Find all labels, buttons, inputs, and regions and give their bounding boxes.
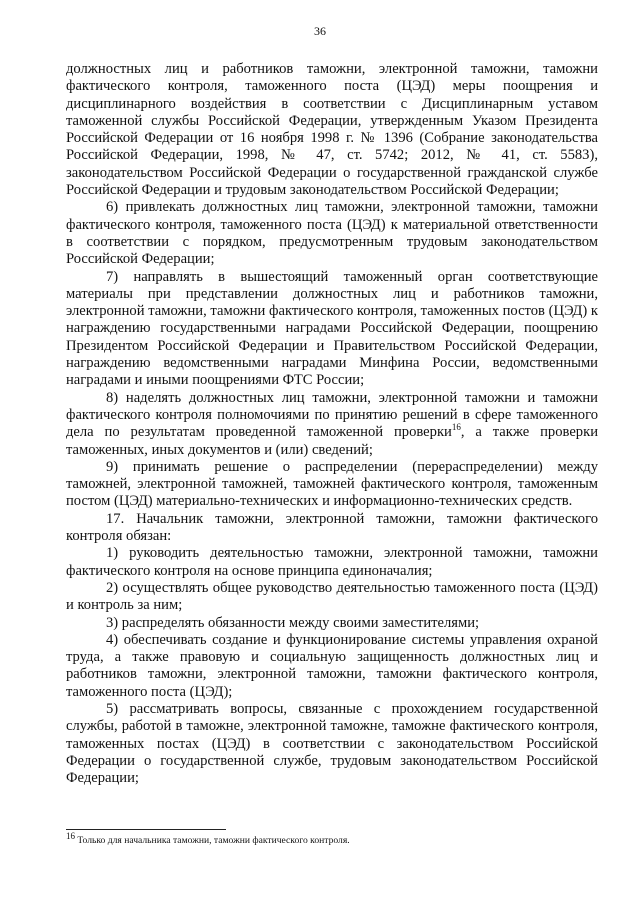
- paragraph-item-9: 9) принимать решение о распределении (перераспределении) между таможней, электронной таможней, таможней фактического контроля, таможенным постом (ЦЭД) материально-технических и информационно-технических средств.: [66, 458, 598, 510]
- paragraph-item-7: 7) направлять в вышестоящий таможенный орган соответствующие материалы при представлении должностных лиц и работников таможни, электронной таможни, таможни фактического контроля, таможенных постов (ЦЭД) к награждению государственными наградами Российской Федерации, поощрению Президентом Российской Федерации и Правительством Российской Федерации, награждению ведомственными наградами Минфина России, ведомственными наградами и иными поощрениями ФТС России;: [66, 268, 598, 389]
- paragraph-duty-4: 4) обеспечивать создание и функционирование системы управления охраной труда, а также правовую и социальную защищенность должностных лиц и работников таможни, электронной таможни, таможни фактического контроля, таможенного поста (ЦЭД);: [66, 631, 598, 700]
- paragraph-continuation: должностных лиц и работников таможни, электронной таможни, таможни фактического контроля, таможенного поста (ЦЭД) меры поощрения и дисциплинарного воздействия в соответствии с Дисциплинарным уставом таможенной службы Российской Федерации, утвержденным Указом Президента Российской Федерации от 16 ноября 1998 г. № 1396 (Собрание законодательства Российской Федерации, 1998, № 47, ст. 5742; 2012, № 41, ст. 5583), законодательством Российской Федерации о государственной гражданской службе Российской Федерации и трудовым законодательством Российской Федерации;: [66, 61, 598, 199]
- paragraph-duty-3: 3) распределять обязанности между своими заместителями;: [106, 614, 480, 631]
- paragraph-duty-2: 2) осуществлять общее руководство деятельностью таможенного поста (ЦЭД) и контроль за ним;: [66, 579, 598, 614]
- paragraph-section-17: 17. Начальник таможни, электронной таможни, таможни фактического контроля обязан:: [66, 510, 598, 545]
- paragraph-item-8-text: 8) наделять должностных лиц таможни, электронной таможни и таможни фактического контроля полномочиями по принятию решений в сфере таможенного дела по результатам проведенной таможенной проверки: [66, 389, 598, 441]
- footnote-separator: [66, 829, 226, 830]
- page-number: 36: [314, 24, 326, 38]
- document-body: [66, 61, 598, 787]
- paragraph-item-8-tail: , а также проверки таможенных, иных документов и (или) сведений;: [66, 424, 599, 458]
- footnote-reference: 16: [451, 422, 461, 433]
- paragraph-duty-5: 5) рассматривать вопросы, связанные с прохождением государственной службы, работой в таможне, электронной таможне, таможне фактического контроля, таможенных постах (ЦЭД) в соответствии с законодательством Российской Федерации о государственной службе, трудовым законодательством Российской Федерации;: [66, 700, 598, 787]
- paragraph-item-6: 6) привлекать должностных лиц таможни, электронной таможни, таможни фактического контроля, таможенного поста (ЦЭД) к материальной ответственности в соответствии с порядком, предусмотренным трудовым законодательством Российской Федерации;: [66, 199, 598, 268]
- paragraph-duty-1: 1) руководить деятельностью таможни, электронной таможни, таможни фактического контроля на основе принципа единоначалия;: [66, 545, 598, 579]
- footnote-marker: 16: [66, 830, 75, 841]
- footnote: [66, 830, 598, 847]
- footnote-text: Только для начальника таможни, таможни фактического контроля.: [75, 835, 350, 846]
- paragraph-item-8: [66, 390, 598, 459]
